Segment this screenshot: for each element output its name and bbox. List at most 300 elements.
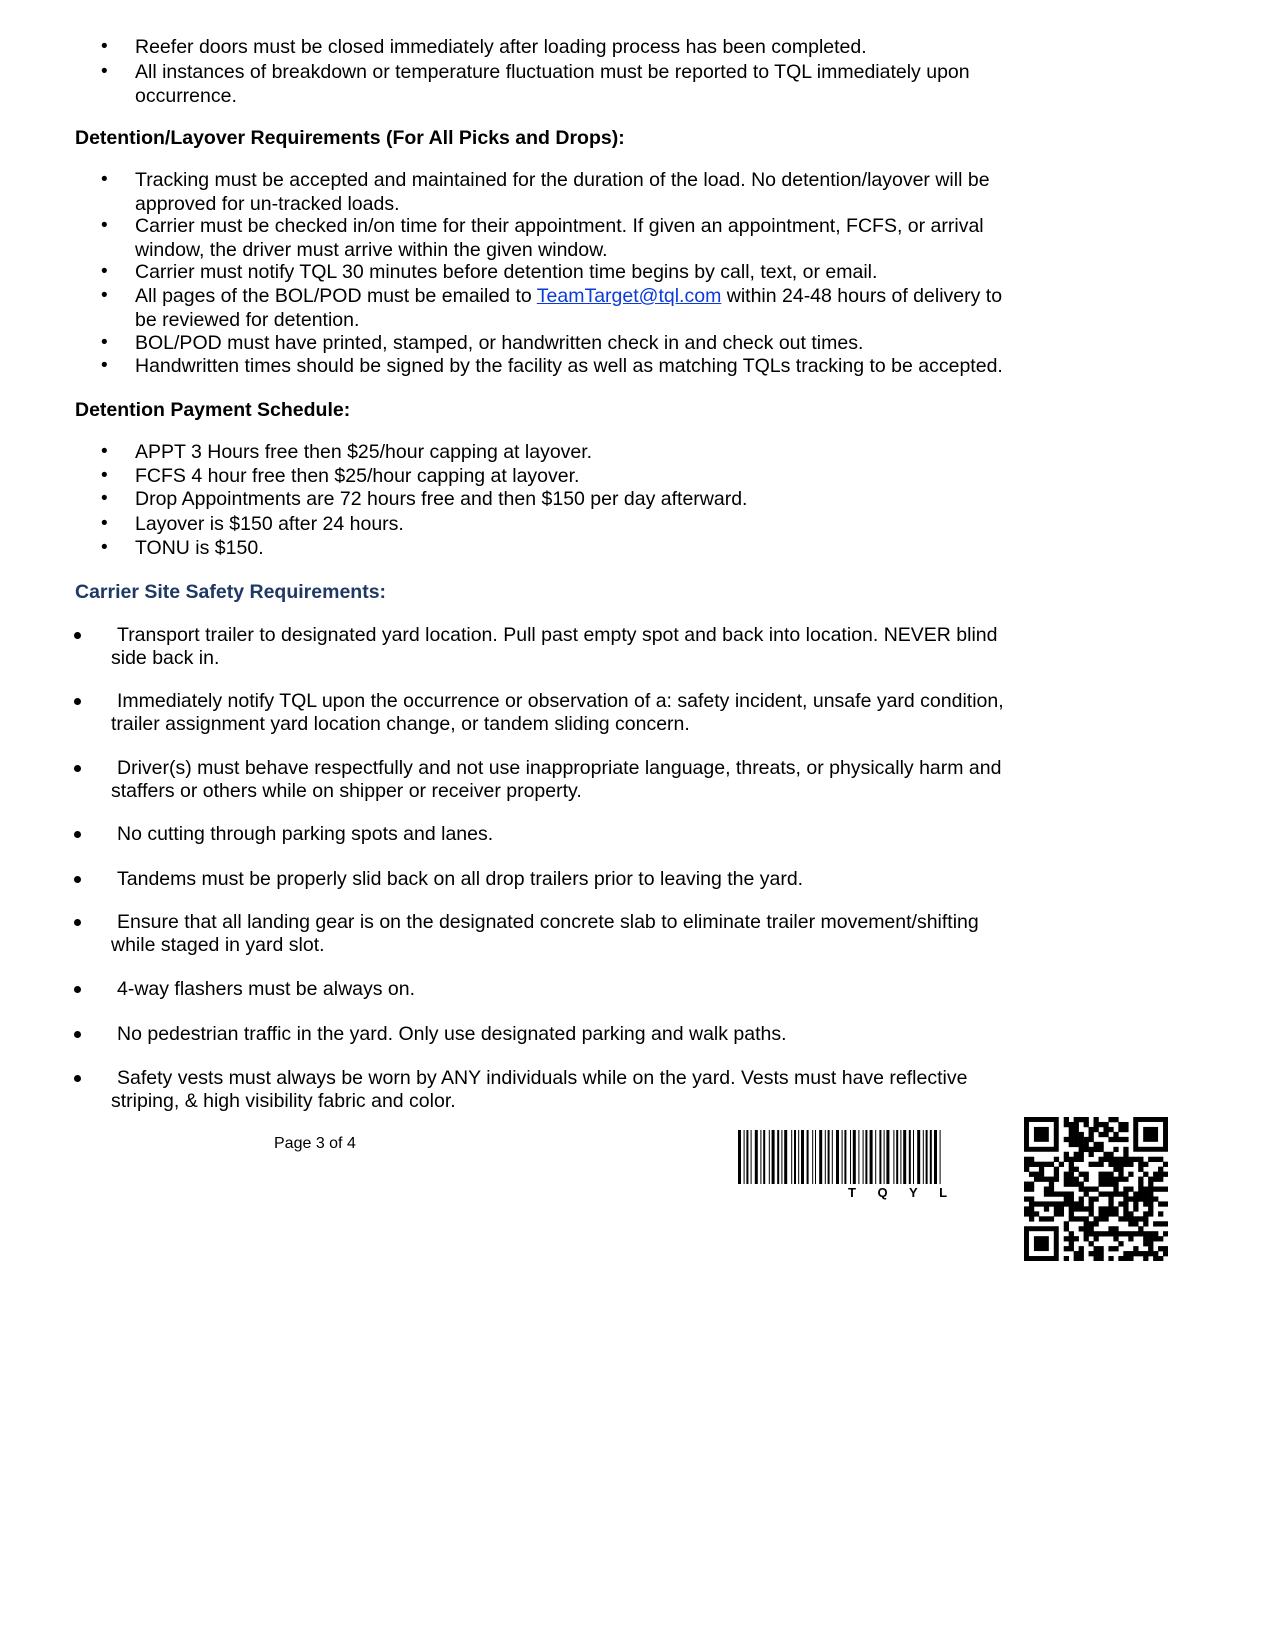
qr-module	[1148, 1191, 1153, 1196]
bullet-icon: •	[101, 261, 108, 282]
qr-module	[1133, 1231, 1138, 1236]
qr-module	[1074, 1122, 1079, 1127]
barcode-bar	[893, 1130, 894, 1184]
qr-module	[1074, 1251, 1079, 1256]
barcode-image	[738, 1130, 1010, 1186]
qr-module	[1118, 1177, 1123, 1182]
qr-module	[1069, 1236, 1074, 1241]
qr-module	[1089, 1251, 1094, 1256]
safety-heading: Carrier Site Safety Requirements:	[75, 581, 387, 603]
qr-module	[1054, 1167, 1059, 1172]
list-item: FCFS 4 hour free then $25/hour capping at layover.	[135, 465, 580, 487]
list-item: Handwritten times should be signed by the facility as well as matching TQLs tracking to be accepted.	[135, 355, 1003, 377]
qr-module	[1084, 1226, 1089, 1231]
qr-module	[1118, 1241, 1123, 1246]
barcode-bar	[769, 1130, 770, 1184]
qr-module	[1148, 1196, 1153, 1201]
qr-module	[1103, 1127, 1108, 1132]
qr-module	[1069, 1206, 1074, 1211]
qr-module	[1079, 1246, 1084, 1251]
qr-module	[1074, 1137, 1079, 1142]
qr-module	[1054, 1172, 1059, 1177]
qr-module	[1138, 1216, 1143, 1221]
barcode-bar	[865, 1130, 867, 1184]
qr-module	[1024, 1182, 1029, 1187]
qr-module	[1128, 1172, 1133, 1177]
qr-module	[1133, 1196, 1138, 1201]
list-item-continuation: be reviewed for detention.	[135, 309, 360, 331]
qr-module	[1128, 1196, 1133, 1201]
qr-module	[1118, 1167, 1123, 1172]
qr-module	[1074, 1206, 1079, 1211]
barcode-bar	[926, 1130, 928, 1184]
barcode-bar	[917, 1130, 920, 1184]
qr-module	[1089, 1231, 1094, 1236]
qr-module	[1133, 1246, 1138, 1251]
qr-module	[1118, 1157, 1123, 1162]
qr-module	[1059, 1206, 1064, 1211]
qr-module	[1029, 1182, 1034, 1187]
qr-module	[1039, 1162, 1044, 1167]
qr-module	[1029, 1206, 1034, 1211]
qr-module	[1064, 1256, 1069, 1261]
barcode-bar	[819, 1130, 822, 1184]
qr-module	[1153, 1231, 1158, 1236]
qr-module	[1098, 1157, 1103, 1162]
qr-module	[1064, 1182, 1069, 1187]
qr-module	[1148, 1182, 1153, 1187]
qr-module	[1158, 1167, 1163, 1172]
qr-module	[1074, 1142, 1079, 1147]
qr-module	[1098, 1177, 1103, 1182]
qr-module	[1079, 1117, 1084, 1122]
qr-module	[1069, 1241, 1074, 1246]
qr-module	[1123, 1206, 1128, 1211]
email-link[interactable]: TeamTarget@tql.com	[536, 285, 722, 307]
qr-module	[1103, 1122, 1108, 1127]
qr-module	[1098, 1191, 1103, 1196]
qr-module	[1049, 1191, 1054, 1196]
qr-module	[1084, 1142, 1089, 1147]
qr-module	[1059, 1211, 1064, 1216]
qr-module	[1084, 1191, 1089, 1196]
qr-module	[1064, 1172, 1069, 1177]
qr-module	[1084, 1236, 1089, 1241]
list-item: Immediately notify TQL upon the occurrence or observation of a: safety incident, unsafe yard condition,	[117, 690, 1004, 712]
qr-module	[1089, 1127, 1094, 1132]
barcode-bar	[794, 1130, 796, 1184]
qr-module	[1089, 1211, 1094, 1216]
qr-module	[1158, 1157, 1163, 1162]
qr-module	[1069, 1162, 1074, 1167]
qr-module	[1079, 1157, 1084, 1162]
qr-module	[1138, 1187, 1143, 1192]
qr-module	[1094, 1187, 1099, 1192]
list-item-continuation: occurrence.	[135, 85, 237, 107]
qr-module	[1049, 1162, 1054, 1167]
qr-module	[1103, 1206, 1108, 1211]
qr-module	[1113, 1162, 1118, 1167]
qr-module	[1123, 1216, 1128, 1221]
barcode-bar	[777, 1130, 779, 1184]
qr-module	[1148, 1241, 1153, 1246]
qr-module	[1123, 1157, 1128, 1162]
qr-module	[1103, 1216, 1108, 1221]
list-item: Layover is $150 after 24 hours.	[135, 513, 404, 535]
qr-module	[1098, 1251, 1103, 1256]
qr-module	[1059, 1162, 1064, 1167]
list-item-continuation: approved for un-tracked loads.	[135, 193, 400, 215]
barcode-bar	[772, 1130, 775, 1184]
qr-module	[1153, 1172, 1158, 1177]
qr-module	[1029, 1187, 1034, 1192]
qr-module	[1138, 1177, 1143, 1182]
qr-module	[1148, 1201, 1153, 1206]
qr-module	[1064, 1191, 1069, 1196]
qr-module	[1034, 1177, 1039, 1182]
barcode-bar	[842, 1130, 843, 1184]
qr-module	[1074, 1236, 1079, 1241]
qr-module	[1029, 1172, 1034, 1177]
barcode-bar	[913, 1130, 914, 1184]
qr-module	[1123, 1211, 1128, 1216]
qr-module	[1069, 1201, 1074, 1206]
list-item: BOL/POD must have printed, stamped, or handwritten check in and check out times.	[135, 332, 864, 354]
qr-module	[1079, 1201, 1084, 1206]
qr-finder-inner	[1143, 1127, 1158, 1142]
qr-module	[1158, 1221, 1163, 1226]
qr-module	[1133, 1251, 1138, 1256]
qr-module	[1069, 1167, 1074, 1172]
qr-module	[1094, 1142, 1099, 1147]
qr-module	[1098, 1122, 1103, 1127]
qr-module	[1108, 1127, 1113, 1132]
barcode-bar	[896, 1130, 898, 1184]
qr-module	[1108, 1162, 1113, 1167]
qr-module	[1103, 1132, 1108, 1137]
bullet-icon: •	[101, 441, 108, 462]
list-item: No cutting through parking spots and lanes.	[117, 823, 494, 845]
qr-module	[1079, 1187, 1084, 1192]
barcode-bar	[930, 1130, 932, 1184]
qr-module	[1133, 1191, 1138, 1196]
qr-module	[1143, 1236, 1148, 1241]
qr-module	[1123, 1177, 1128, 1182]
qr-module	[1138, 1191, 1143, 1196]
qr-module	[1064, 1196, 1069, 1201]
qr-module	[1059, 1201, 1064, 1206]
barcode-bar	[738, 1130, 741, 1184]
qr-module	[1064, 1157, 1069, 1162]
qr-module	[1113, 1177, 1118, 1182]
qr-module	[1084, 1206, 1089, 1211]
qr-module	[1143, 1251, 1148, 1256]
qr-module	[1098, 1211, 1103, 1216]
qr-module	[1079, 1196, 1084, 1201]
qr-module	[1094, 1256, 1099, 1261]
qr-module	[1098, 1182, 1103, 1187]
qr-module	[1113, 1231, 1118, 1236]
barcode-bar	[863, 1130, 864, 1184]
qr-module	[1138, 1182, 1143, 1187]
qr-module	[1133, 1157, 1138, 1162]
qr-module	[1128, 1256, 1133, 1261]
qr-module	[1143, 1256, 1148, 1261]
qr-module	[1113, 1182, 1118, 1187]
qr-module	[1074, 1182, 1079, 1187]
qr-module	[1103, 1182, 1108, 1187]
barcode-bar	[879, 1130, 881, 1184]
qr-module	[1148, 1206, 1153, 1211]
qr-module	[1039, 1172, 1044, 1177]
barcode-bar	[744, 1130, 745, 1184]
list-item-continuation: window, the driver must arrive within the given window.	[135, 239, 608, 261]
qr-module	[1069, 1246, 1074, 1251]
qr-module	[1094, 1246, 1099, 1251]
qr-module	[1089, 1152, 1094, 1157]
qr-module	[1054, 1211, 1059, 1216]
list-item: Ensure that all landing gear is on the designated concrete slab to eliminate trailer movement/shifting	[117, 911, 979, 933]
qr-module	[1079, 1226, 1084, 1231]
qr-module	[1158, 1187, 1163, 1192]
qr-module	[1079, 1147, 1084, 1152]
qr-module	[1069, 1231, 1074, 1236]
bullet-icon	[74, 698, 81, 705]
barcode-bar	[828, 1130, 830, 1184]
bullet-icon: •	[101, 488, 108, 509]
qr-module	[1064, 1137, 1069, 1142]
qr-module	[1069, 1172, 1074, 1177]
qr-module	[1153, 1157, 1158, 1162]
list-item-continuation: trailer assignment yard location change, or tandem sliding concern.	[111, 713, 690, 735]
qr-module	[1074, 1216, 1079, 1221]
qr-module	[1153, 1196, 1158, 1201]
qr-module	[1123, 1137, 1128, 1142]
qr-module	[1158, 1256, 1163, 1261]
barcode-bar	[784, 1130, 787, 1184]
qr-module	[1079, 1216, 1084, 1221]
qr-module	[1064, 1236, 1069, 1241]
qr-module	[1153, 1177, 1158, 1182]
barcode-bar	[940, 1130, 941, 1184]
qr-module	[1113, 1187, 1118, 1192]
barcode-bar	[850, 1130, 851, 1184]
qr-module	[1034, 1211, 1039, 1216]
qr-module	[1123, 1147, 1128, 1152]
qr-module	[1089, 1162, 1094, 1167]
qr-module	[1074, 1167, 1079, 1172]
qr-module	[1138, 1231, 1143, 1236]
page-number: Page 3 of 4	[274, 1135, 356, 1152]
qr-module	[1163, 1221, 1168, 1226]
qr-module	[1089, 1241, 1094, 1246]
qr-module	[1069, 1157, 1074, 1162]
qr-module	[1054, 1201, 1059, 1206]
qr-module	[1089, 1221, 1094, 1226]
qr-module	[1118, 1191, 1123, 1196]
list-item: No pedestrian traffic in the yard. Only use designated parking and walk paths.	[117, 1023, 787, 1045]
qr-module	[1029, 1196, 1034, 1201]
qr-module	[1118, 1172, 1123, 1177]
qr-module	[1089, 1196, 1094, 1201]
qr-module	[1103, 1177, 1108, 1182]
qr-module	[1079, 1251, 1084, 1256]
qr-module	[1123, 1127, 1128, 1132]
qr-module	[1044, 1216, 1049, 1221]
qr-module	[1163, 1201, 1168, 1206]
qr-module	[1108, 1152, 1113, 1157]
bullet-icon	[74, 1031, 81, 1038]
qr-module	[1113, 1206, 1118, 1211]
list-item-continuation: staffers or others while on shipper or receiver property.	[111, 780, 582, 802]
qr-module	[1094, 1127, 1099, 1132]
barcode-bar	[909, 1130, 911, 1184]
qr-module	[1143, 1196, 1148, 1201]
barcode-bar	[853, 1130, 856, 1184]
qr-module	[1039, 1167, 1044, 1172]
bullet-icon: •	[101, 332, 108, 353]
qr-module	[1143, 1162, 1148, 1167]
qr-module	[1113, 1226, 1118, 1231]
qr-module	[1054, 1177, 1059, 1182]
qr-module	[1049, 1187, 1054, 1192]
list-item: Carrier must be checked in/on time for their appointment. If given an appointment, FCFS, or arrival	[135, 215, 984, 237]
qr-module	[1118, 1162, 1123, 1167]
qr-module	[1118, 1201, 1123, 1206]
qr-module	[1123, 1231, 1128, 1236]
qr-module	[1108, 1201, 1113, 1206]
qr-module	[1163, 1251, 1168, 1256]
list-item	[135, 284, 1002, 308]
qr-module	[1089, 1187, 1094, 1192]
qr-module	[1153, 1236, 1158, 1241]
qr-module	[1108, 1196, 1113, 1201]
qr-module	[1049, 1216, 1054, 1221]
barcode-bar	[886, 1130, 889, 1184]
qr-module	[1069, 1191, 1074, 1196]
qr-module	[1133, 1221, 1138, 1226]
qr-module	[1069, 1132, 1074, 1137]
qr-module	[1089, 1201, 1094, 1206]
qr-module	[1143, 1187, 1148, 1192]
qr-module	[1084, 1187, 1089, 1192]
qr-module	[1069, 1211, 1074, 1216]
bullet-icon	[74, 831, 81, 838]
qr-module	[1094, 1196, 1099, 1201]
qr-module	[1128, 1231, 1133, 1236]
qr-module	[1064, 1221, 1069, 1226]
list-item-text: All pages of the BOL/POD must be emailed to	[135, 285, 537, 307]
barcode-bar	[755, 1130, 758, 1184]
qr-module	[1094, 1221, 1099, 1226]
qr-module	[1079, 1137, 1084, 1142]
qr-module	[1158, 1172, 1163, 1177]
list-item: Driver(s) must behave respectfully and not use inappropriate language, threats, or physically harm and	[117, 757, 1002, 779]
list-item: APPT 3 Hours free then $25/hour capping at layover.	[135, 441, 593, 463]
qr-module	[1118, 1231, 1123, 1236]
bullet-icon: •	[101, 537, 108, 558]
qr-module	[1039, 1201, 1044, 1206]
qr-module	[1079, 1256, 1084, 1261]
bullet-icon: •	[101, 215, 108, 236]
qr-module	[1044, 1191, 1049, 1196]
qr-module	[1158, 1177, 1163, 1182]
qr-module	[1103, 1231, 1108, 1236]
barcode-bar	[870, 1130, 873, 1184]
qr-module	[1079, 1172, 1084, 1177]
qr-module	[1128, 1211, 1133, 1216]
bullet-icon	[74, 986, 81, 993]
qr-module	[1054, 1191, 1059, 1196]
qr-module	[1069, 1196, 1074, 1201]
qr-module	[1094, 1147, 1099, 1152]
qr-module	[1138, 1196, 1143, 1201]
qr-module	[1044, 1162, 1049, 1167]
qr-module	[1029, 1162, 1034, 1167]
qr-module	[1064, 1122, 1069, 1127]
barcode-bar	[746, 1130, 748, 1184]
barcode-bar	[812, 1130, 813, 1184]
qr-module	[1098, 1142, 1103, 1147]
qr-module	[1089, 1132, 1094, 1137]
barcode-bar	[807, 1130, 809, 1184]
barcode-bar	[900, 1130, 901, 1184]
qr-module	[1108, 1191, 1113, 1196]
qr-module	[1113, 1117, 1118, 1122]
qr-module	[1118, 1122, 1123, 1127]
qr-module	[1128, 1187, 1133, 1192]
list-item-continuation: striping, & high visibility fabric and color.	[111, 1090, 456, 1112]
qr-module	[1034, 1172, 1039, 1177]
qr-module	[1158, 1236, 1163, 1241]
qr-module	[1098, 1231, 1103, 1236]
qr-module	[1044, 1187, 1049, 1192]
qr-module	[1123, 1152, 1128, 1157]
bullet-icon: •	[101, 355, 108, 376]
barcode-bar	[884, 1130, 885, 1184]
qr-module	[1138, 1251, 1143, 1256]
qr-module	[1153, 1221, 1158, 1226]
qr-module	[1113, 1236, 1118, 1241]
qr-module	[1108, 1231, 1113, 1236]
qr-module	[1098, 1147, 1103, 1152]
qr-module	[1084, 1147, 1089, 1152]
qr-module	[1153, 1187, 1158, 1192]
qr-module	[1143, 1216, 1148, 1221]
qr-module	[1108, 1117, 1113, 1122]
qr-module	[1098, 1132, 1103, 1137]
qr-module	[1123, 1256, 1128, 1261]
bullet-icon	[74, 632, 81, 639]
qr-module	[1074, 1152, 1079, 1157]
qr-finder-inner	[1034, 1236, 1049, 1251]
bullet-icon	[74, 876, 81, 883]
bullet-icon	[74, 765, 81, 772]
qr-module	[1069, 1137, 1074, 1142]
qr-module	[1163, 1187, 1168, 1192]
barcode-bar	[875, 1130, 876, 1184]
qr-module	[1098, 1162, 1103, 1167]
qr-module	[1128, 1157, 1133, 1162]
payment-heading: Detention Payment Schedule:	[75, 399, 351, 421]
qr-module	[1108, 1177, 1113, 1182]
qr-module	[1138, 1162, 1143, 1167]
qr-module	[1143, 1221, 1148, 1226]
qr-module	[1098, 1246, 1103, 1251]
qr-module	[1113, 1211, 1118, 1216]
qr-finder-inner	[1034, 1127, 1049, 1142]
qr-module	[1143, 1241, 1148, 1246]
